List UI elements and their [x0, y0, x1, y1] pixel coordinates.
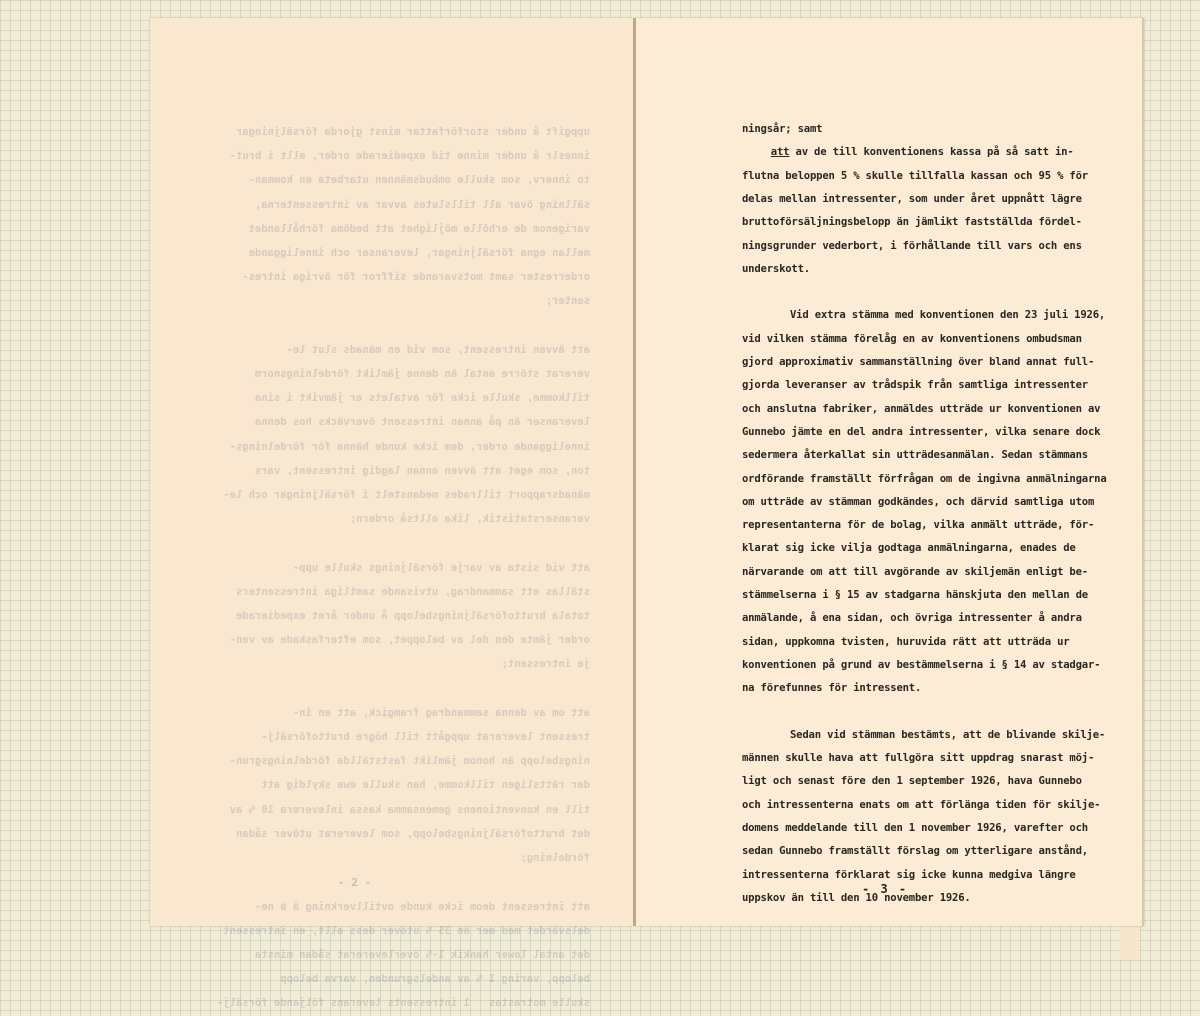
underlined-word: att [770, 146, 790, 159]
bleed-line: mellan egna försäljningar, leveranser och inneliggande [248, 247, 590, 260]
page-edge [1142, 18, 1144, 926]
bleed-line: to innerv, som skulle ombudsmännen utarbeta en komman- [248, 174, 590, 187]
text-line: klarat sig icke vilja godtaga anmälningarna, enades de [742, 542, 1076, 555]
text-line: gjorda leveranser av trådspik från samtliga intressenter [742, 379, 1088, 392]
text-line: underskott. [742, 262, 810, 275]
line-rest: av de till konventionens kassa på så satt in- [789, 146, 1074, 159]
bleed-line: det antal lower hankik 1-% överlevererat sådan minsta [254, 948, 590, 961]
bleed-line: leveranser än på annan intressent överväcks hos denna [254, 416, 590, 429]
text-line: na förefunnes för intressent. [742, 682, 922, 695]
bleed-line: ningsbelopp än honom jämlikt fastställda fördelningsgrun- [229, 755, 590, 768]
text-line: ningsår; samt [742, 123, 823, 135]
bleed-line: order jämte den del av beloppet, som efterfaskade av ven- [229, 634, 590, 647]
text-line: männen skulle hava att fullgöra sitt uppdrag snarast möj- [742, 752, 1095, 765]
bleed-line: delsvärdet med mer än 35 % utöver dess allt, en intressent [223, 924, 590, 937]
bleed-line: att om av denna sammandrag framgick, att en in- [292, 706, 590, 719]
bleed-line: senter; [545, 295, 590, 308]
text-line: ligt och senast före den 1 september 1926, hava Gunnebo [742, 775, 1082, 788]
text-line: och intressenterna enats om att förlänga tiden för skilje- [742, 798, 1101, 811]
text-line: vid vilken stämma förelåg en av konventionens ombudsman [742, 332, 1082, 345]
text-line: flutna beloppen 5 % skulle tillfalla kassan och 95 % för [742, 169, 1088, 182]
text-line: ordförande framställt förfrågan om de ingivna anmälningarna [742, 472, 1107, 485]
text-line: uppskov än till den 10 november 1926. [742, 891, 971, 904]
bleed-line [160, 531, 590, 555]
text-line: sedan Gunnebo framställt förslag om ytterligare anstånd, [742, 845, 1088, 858]
bleed-line: fördelning; [520, 852, 590, 865]
text-line: närvarande om att till avgörande av skiljemän enligt be- [742, 565, 1088, 578]
text-line: Vid extra stämma med konventionen den 23 juli 1926, [790, 309, 1106, 322]
text-line: sidan, uppkomna tvisten, huruvida rätt att utträda ur [742, 635, 1070, 648]
text-line: domens meddelande till den 1 november 1926, varefter och [742, 822, 1088, 834]
bleed-line [160, 677, 590, 701]
bleed-line: tressent levererat uppgått till högre bruttoförsälj- [261, 731, 590, 744]
bleed-line: skulle motrastas 1 intressents leverans följande försälj- [217, 997, 590, 1010]
bleed-line: till en konventionens gemensamma kassa inleverera 10 % av [229, 803, 590, 816]
text-line [771, 145, 1074, 159]
bleed-line: att ävven intressent, som vid en mänads slut le- [286, 343, 590, 356]
bleed-line: inneslr å under minne tid expedierade order, allt i brut- [229, 150, 590, 163]
bleed-line: belopp, varing 1 % av andelsgrunden, varva belopp [280, 973, 590, 986]
text-line: konventionen på grund av bestämmelserna i § 14 av stadgar- [742, 658, 1101, 671]
text-line: gjord approximativ sammanställning över bland annat full- [742, 356, 1095, 368]
bleed-line: mänadsrapport tillrades medanstelt i försäljningar och le- [223, 489, 590, 502]
text-line: sedermera återkallat sin utträdesanmälan. Sedan stämmans [742, 449, 1088, 462]
text-line: representanterna för de bolag, vilka anmält utträde, för- [742, 519, 1095, 532]
bleed-line: totala bruttoförsäljningsbelopp å under året expedierade [235, 610, 590, 623]
bleed-line: ton, som eget att ävven annan lagdig intressent, vars [254, 464, 590, 477]
text-line: Gunnebo jämte en del andra intressenter, vilka senare dock [742, 425, 1101, 438]
bleed-line: att vid sista av varje försäljnings skulle upp- [292, 561, 590, 574]
bleed-line: vererat större antal än denne jämlikt fördelningsnorm [254, 368, 590, 381]
bleed-line: varigenom de erhölle möjlighet att bedöma förhållandet [248, 222, 590, 235]
text-line: bruttoförsäljningsbelopp än jämlikt fastställda fördel- [742, 216, 1082, 229]
bleed-line: ställas ett sammandrag, utvisande samtliga intressenters [235, 585, 590, 598]
text-line: och anslutna fabriker, anmäldes utträde ur konventionen av [742, 402, 1101, 415]
bleed-line: je intressent; [501, 658, 590, 671]
bleed-line: att intressent deom icke kunde ovtillverkning ä ä ne- [254, 900, 590, 913]
bleed-line: veranserstatistik, lika alltså ordern; [349, 513, 590, 526]
text-line: om utträde av stämman godkändes, och därvid samtliga utom [742, 495, 1095, 508]
text-line: ningsgrunder vederbort, i förhållande till vars och ens [742, 239, 1082, 252]
bleed-line: inneliggande order, dem icke kunde hänna för fördelnings- [229, 440, 590, 453]
text-line: delas mellan intressenter, som under året uppnått lägre [742, 192, 1082, 205]
bleed-through-text [160, 120, 590, 1016]
text-line: intressenterna förklarat sig icke kunna medgiva längre [742, 868, 1076, 881]
spine-fold [633, 18, 636, 926]
bleed-line: der rättsligen tillkomme, han skulle ewa skyldig att [261, 779, 590, 792]
text-line: anmälande, å ena sidan, och övriga intressenter å andra [742, 612, 1082, 625]
bleed-line: sällning övar all tillslutes avvar av intressenterna, [254, 198, 590, 211]
bleed-line: tillkomme, skulle icke för avtalets er jämvikt i sina [254, 392, 590, 405]
bleed-line: orderrester samt motsvarande siffror för övriga intres- [242, 271, 590, 284]
bleed-line: det bruttoförsäljningsbelopp, som levererat utöver sådan [235, 827, 590, 840]
text-line: stämmelserna i § 15 av stadgarna hänskjuta den mellan de [742, 589, 1088, 601]
bleed-line [160, 314, 590, 338]
bleed-line: uppgift å under storförfattar minst gjorda försäljningar [235, 126, 590, 138]
text-line: Sedan vid stämman bestämts, att de blivande skilje- [790, 728, 1106, 741]
left-page-number: - 2 - [338, 876, 372, 889]
right-page-number: - 3 - [862, 882, 909, 896]
bleed-line [160, 870, 590, 894]
